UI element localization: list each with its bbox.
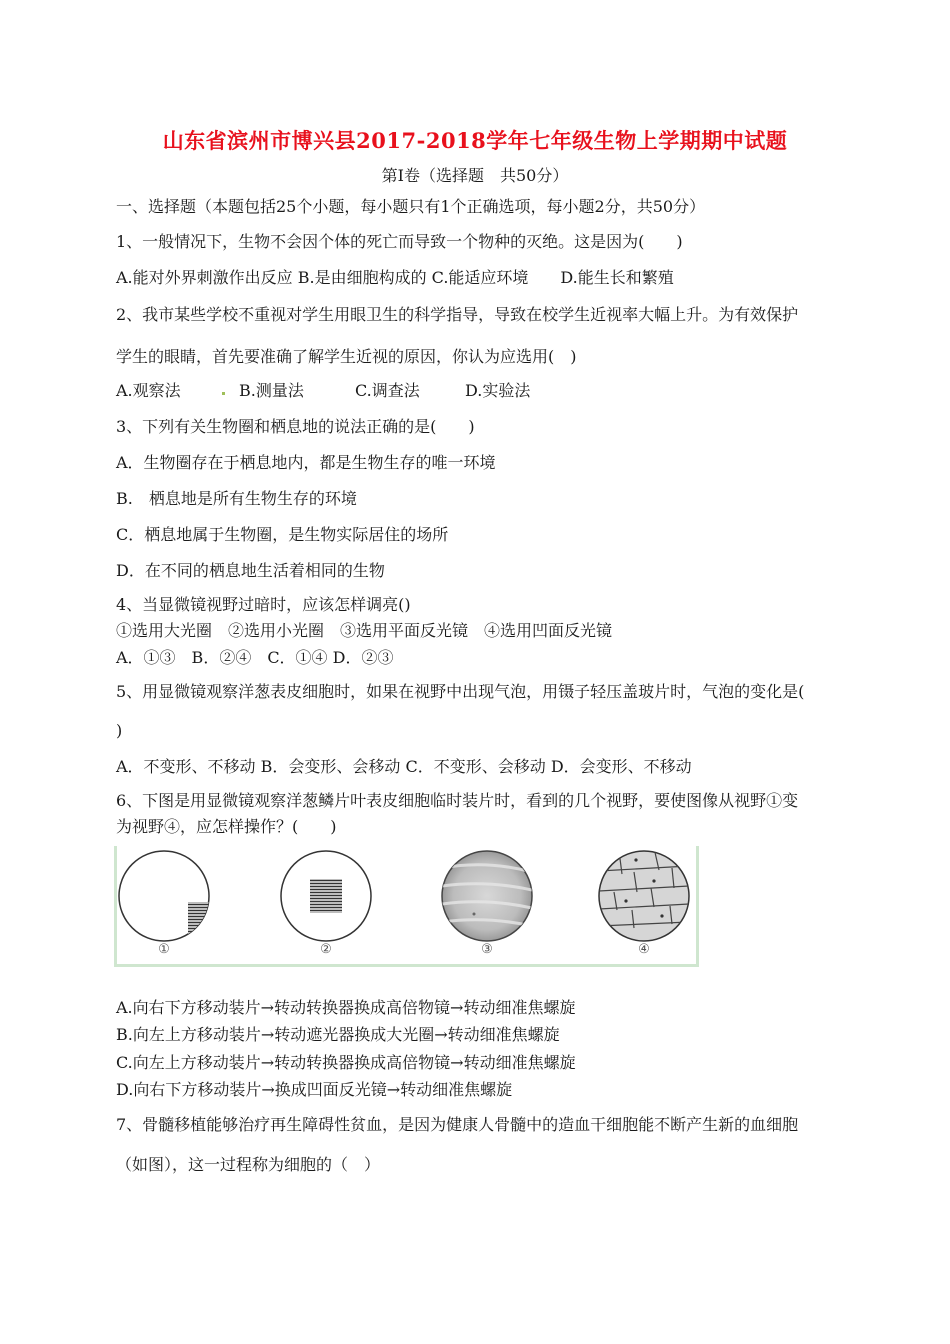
- q6-stem-2: 为视野④，应怎样操作？( ): [116, 817, 337, 836]
- q2-option-b: B.测量法: [239, 381, 304, 400]
- view-3-label: ③: [481, 942, 493, 957]
- q4-stem: 4、当显微镜视野过暗时，应该怎样调亮(): [116, 595, 411, 614]
- view-1-circle: [119, 851, 212, 941]
- q6-option-a: A.向右下方移动装片→转动转换器换成高倍物镜→转动细准焦螺旋: [116, 998, 576, 1017]
- view-4-circle: [599, 848, 689, 941]
- q3-option-a: A．生物圈存在于栖息地内，都是生物生存的唯一环境: [116, 453, 496, 472]
- q3-stem: 3、下列有关生物圈和栖息地的说法正确的是( ): [116, 417, 475, 436]
- q1-stem: 1、一般情况下，生物不会因个体的死亡而导致一个物种的灭绝。这是因为( ): [116, 232, 683, 251]
- section-instructions: 一、选择题（本题包括25个小题，每小题只有1个正确选项，每小题2分，共50分）: [116, 197, 706, 216]
- q2-option-c: C.调查法: [355, 381, 420, 400]
- view-3-circle: [442, 851, 532, 941]
- microscope-fields-figure: [114, 846, 699, 967]
- q6-option-d: D.向右下方移动装片→换成凹面反光镜→转动细准焦螺旋: [116, 1080, 513, 1099]
- speck-mark: [222, 392, 225, 395]
- page-title: 山东省滨州市博兴县2017-2018学年七年级生物上学期期中试题: [162, 128, 788, 153]
- q3-option-c: C．栖息地属于生物圈，是生物实际居住的场所: [116, 525, 449, 544]
- q2-stem-2: 学生的眼睛，首先要准确了解学生近视的原因，你认为应选用( ): [116, 347, 577, 366]
- view-2-circle: [281, 851, 371, 941]
- microscope-views-svg: [114, 846, 699, 946]
- figure-frame-bottom: [114, 964, 699, 967]
- section-subtitle: 第Ⅰ卷（选择题 共50分）: [381, 166, 569, 185]
- view-2-label: ②: [320, 942, 332, 957]
- q2-option-d: D.实验法: [465, 381, 531, 400]
- view-4-label: ④: [638, 942, 650, 957]
- q5-options: A．不变形、不移动 B．会变形、会移动 C．不变形、会移动 D．会变形、不移动: [116, 757, 692, 776]
- q7-stem-1: 7、骨髓移植能够治疗再生障碍性贫血，是因为健康人骨髓中的造血干细胞能不断产生新的血细胞: [116, 1115, 799, 1134]
- q5-stem-1: 5、用显微镜观察洋葱表皮细胞时，如果在视野中出现气泡，用镊子轻压盖玻片时，气泡的变化是(: [116, 682, 805, 701]
- q7-stem-2: （如图），这一过程称为细胞的（ ）: [116, 1155, 381, 1174]
- q6-stem-1: 6、下图是用显微镜观察洋葱鳞片叶表皮细胞临时装片时，看到的几个视野，要使图像从视野①变: [116, 791, 799, 810]
- q3-option-b: B. 栖息地是所有生物生存的环境: [116, 489, 357, 508]
- q1-options: A.能对外界刺激作出反应 B.是由细胞构成的 C.能适应环境 D.能生长和繁殖: [116, 268, 674, 287]
- q6-option-b: B.向左上方移动装片→转动遮光器换成大光圈→转动细准焦螺旋: [116, 1025, 560, 1044]
- q2-option-a: A.观察法: [116, 381, 181, 400]
- q3-option-d: D．在不同的栖息地生活着相同的生物: [116, 561, 385, 580]
- q4-options: A．①③ B．②④ C．①④ D．②③: [116, 648, 394, 667]
- view-1-label: ①: [158, 942, 170, 957]
- q6-option-c: C.向左上方移动装片→转动转换器换成高倍物镜→转动细准焦螺旋: [116, 1053, 576, 1072]
- q5-stem-2: ): [116, 721, 123, 740]
- q2-stem-1: 2、我市某些学校不重视对学生用眼卫生的科学指导，导致在校学生近视率大幅上升。为有效保护: [116, 305, 799, 324]
- q4-items: ①选用大光圈 ②选用小光圈 ③选用平面反光镜 ④选用凹面反光镜: [116, 621, 613, 640]
